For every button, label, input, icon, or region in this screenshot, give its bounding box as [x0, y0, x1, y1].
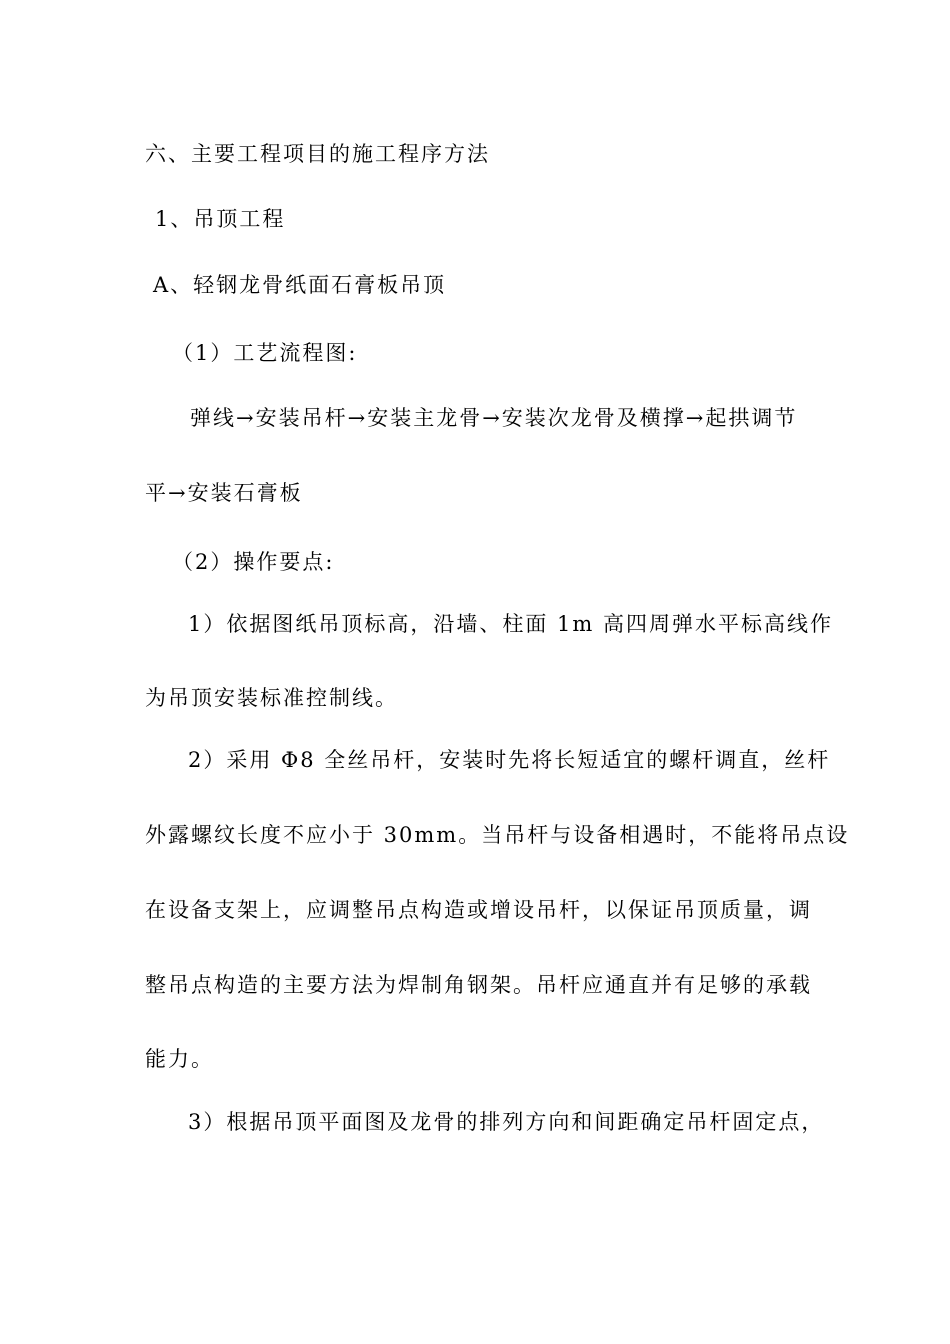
point-2-line-1: 2）采用 Φ8 全丝吊杆，安装时先将长短适宜的螺杆调直，丝杆 — [188, 748, 831, 772]
point-2-line-4: 整吊点构造的主要方法为焊制角钢架。吊杆应通直并有足够的承载 — [145, 973, 812, 997]
point-2-line-3: 在设备支架上，应调整吊点构造或增设吊杆，以保证吊顶质量，调 — [145, 898, 812, 922]
point-3-line-1: 3）根据吊顶平面图及龙骨的排列方向和间距确定吊杆固定点， — [188, 1110, 825, 1134]
point-2-line-5: 能力。 — [145, 1047, 214, 1071]
key-points-heading: （2）操作要点: — [172, 550, 335, 574]
process-flow-text-line-1: 弹线→安装吊杆→安装主龙骨→安装次龙骨及横撑→起拱调节 — [190, 406, 798, 430]
process-flow-heading: （1）工艺流程图: — [172, 341, 358, 365]
section-heading: 六、主要工程项目的施工程序方法 — [145, 142, 490, 166]
subsection-heading: 1、吊顶工程 — [155, 207, 286, 231]
point-1-line-1: 1）依据图纸吊顶标高，沿墙、柱面 1m 高四周弹水平标高线作 — [188, 612, 833, 636]
point-2-line-2: 外露螺纹长度不应小于 30mm。当吊杆与设备相遇时，不能将吊点设 — [145, 823, 850, 847]
point-1-line-2: 为吊顶安装标准控制线。 — [145, 686, 398, 710]
item-heading: A、轻钢龙骨纸面石膏板吊顶 — [153, 273, 447, 297]
process-flow-text-line-2: 平→安装石膏板 — [145, 481, 303, 505]
